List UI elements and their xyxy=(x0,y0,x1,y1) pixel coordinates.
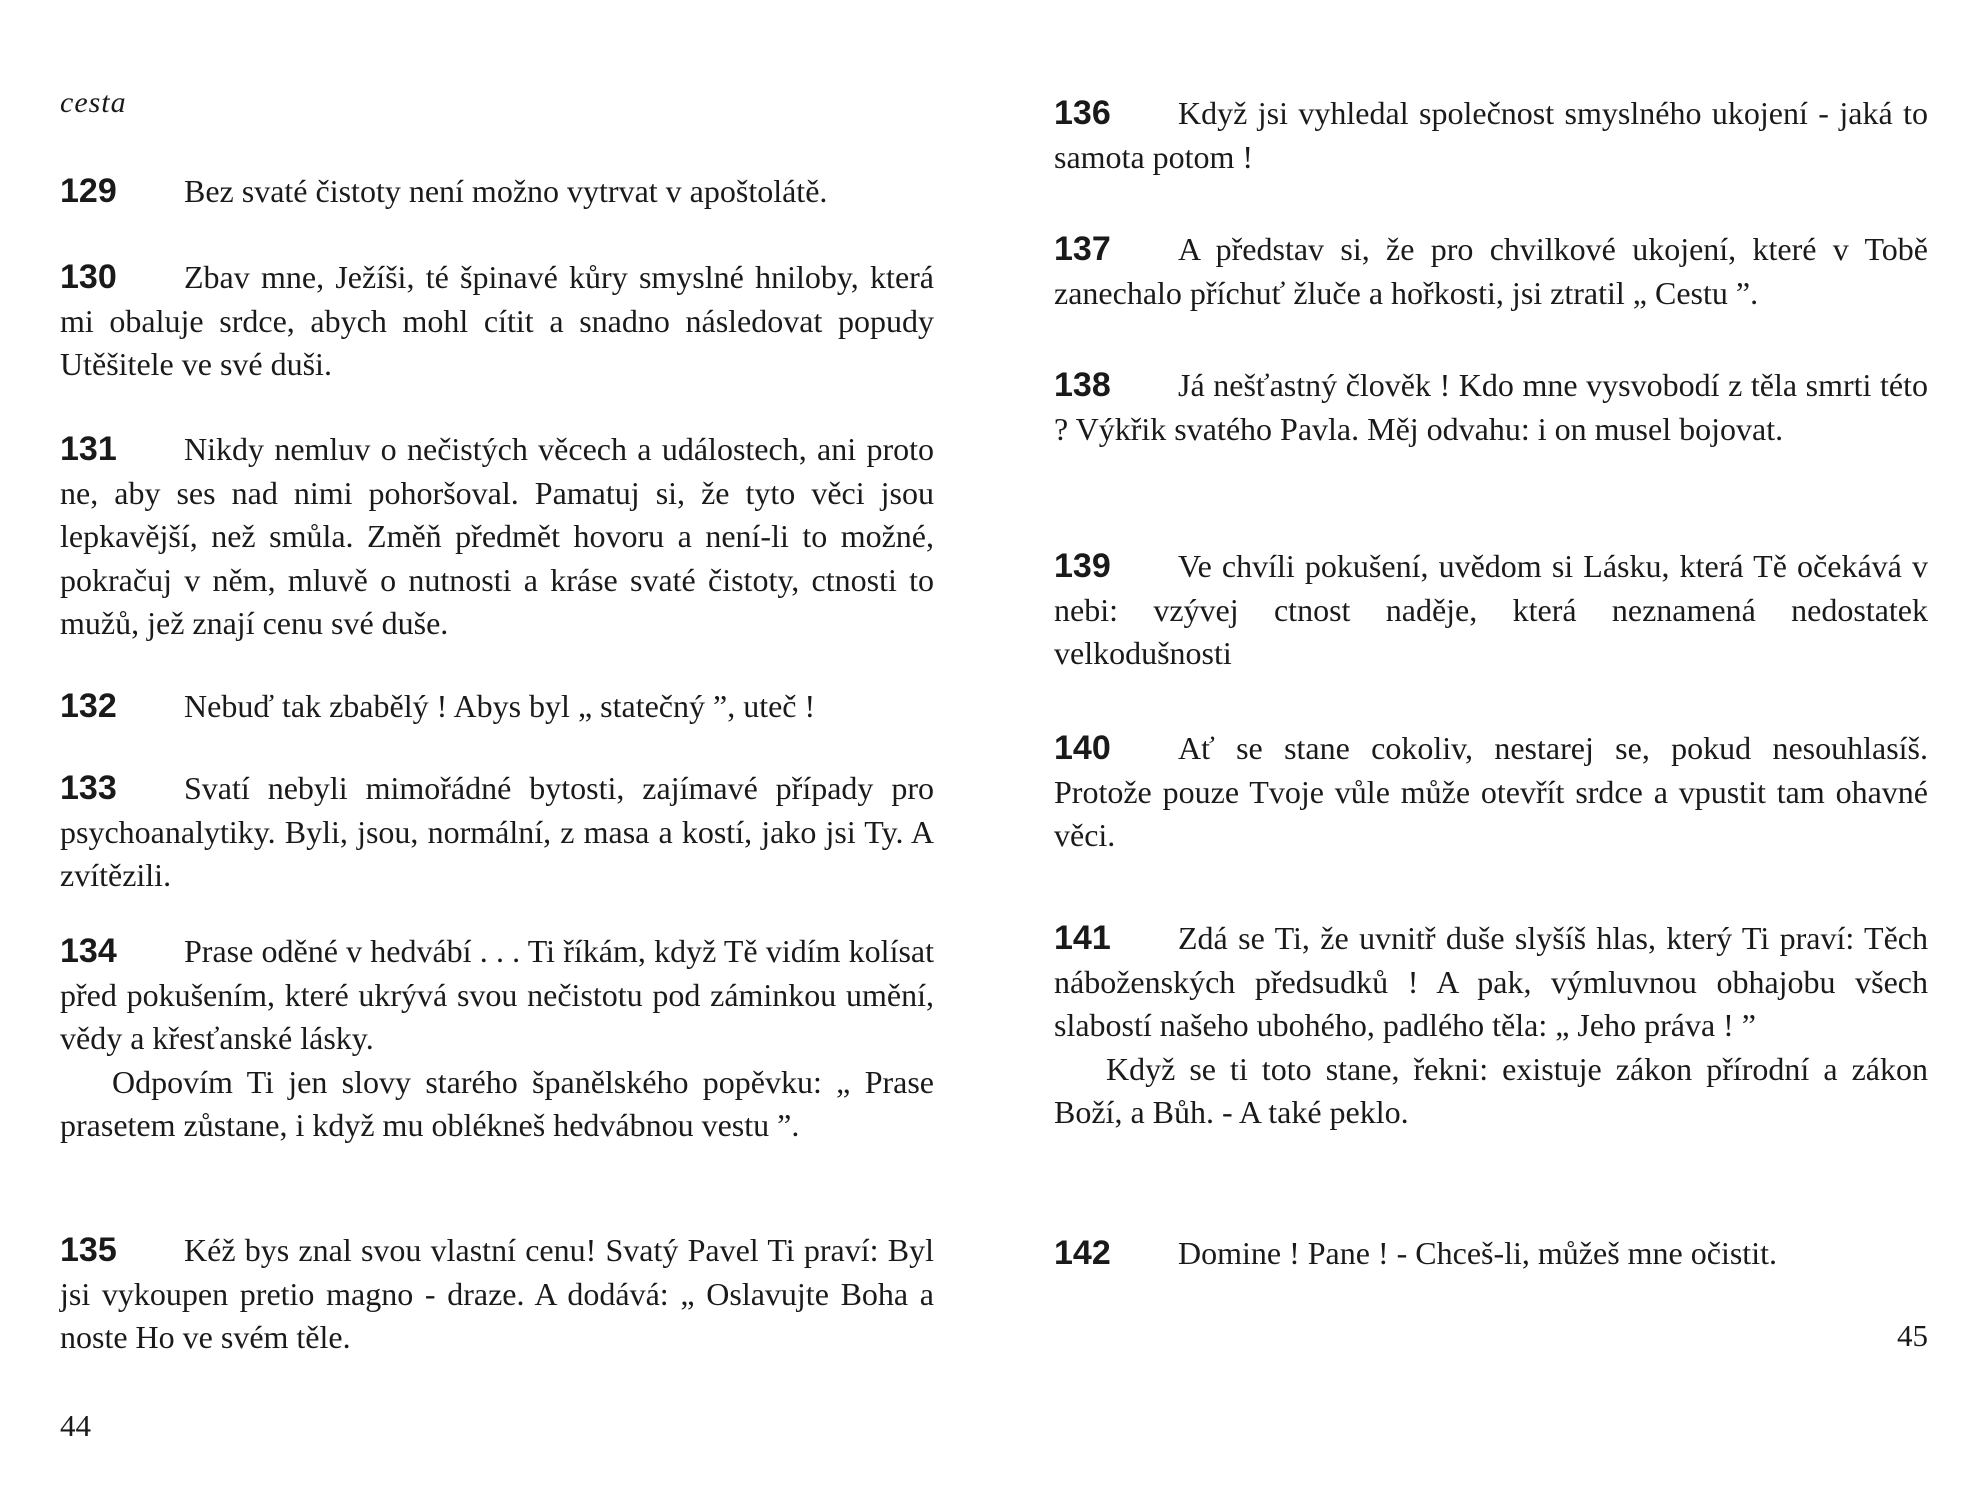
entry-text: Zdá se Ti, že uvnitř duše slyšíš hlas, který Ti praví: Těch náboženských předsudků ! A pak, výmluvnou obhajobu všech slabostí našeho ubohého, padlého těla: „ Jeho práva ! ” xyxy=(1054,920,1928,1043)
entry-text: Ať se stane cokoliv, nestarej se, pokud nesouhlasíš. Protože pouze Tvoje vůle může otevřít srdce a vpustit tam ohavné věci. xyxy=(1054,730,1928,853)
entry-number: 140 xyxy=(1054,729,1111,767)
entry-number: 137 xyxy=(1054,230,1111,268)
entry-number: 129 xyxy=(60,172,117,210)
entry-text: Domine ! Pane ! - Chceš-li, můžeš mne očistit. xyxy=(1178,1235,1777,1271)
entry-137 xyxy=(1054,228,1928,315)
right-page xyxy=(1054,0,1928,1500)
page-number: 44 xyxy=(60,1408,91,1443)
entry-text: Ve chvíli pokušení, uvědom si Lásku, která Tě očekává v nebi: vzývej ctnost naděje, která neznamená nedostatek velkodušnosti xyxy=(1054,548,1928,671)
entry-132 xyxy=(60,685,934,729)
entry-number: 138 xyxy=(1054,366,1111,404)
running-head: cesta xyxy=(60,86,127,119)
entry-131 xyxy=(60,428,934,646)
entry-136 xyxy=(1054,92,1928,179)
entry-text-continuation: Odpovím Ti jen slovy starého španělského popěvku: „ Prase prasetem zůstane, i když mu oblékneš hedvábnou vestu ”. xyxy=(60,1063,934,1143)
entry-number: 130 xyxy=(60,258,117,296)
entry-134 xyxy=(60,930,934,1148)
entry-text: Nebuď tak zbabělý ! Abys byl „ statečný ”, uteč ! xyxy=(184,688,816,724)
entry-text: Když jsi vyhledal společnost smyslného ukojení - jaká to samota potom ! xyxy=(1054,95,1928,175)
left-page xyxy=(60,0,934,1500)
entry-text-continuation: Když se ti toto stane, řekni: existuje zákon přírodní a zákon Boží, a Bůh. - A také peklo. xyxy=(1054,1050,1928,1130)
entry-140 xyxy=(1054,727,1928,858)
entry-text: Prase oděné v hedvábí . . . Ti říkám, když Tě vidím kolísat před pokušením, které ukrývá svou nečistotu pod záminkou umění, vědy a křesťanské lásky. xyxy=(60,933,934,1056)
entry-number: 134 xyxy=(60,932,117,970)
entry-text: Zbav mne, Ježíši, té špinavé kůry smyslné hniloby, která mi obaluje srdce, abych mohl cítit a snadno následovat popudy Utěšitele ve své duši. xyxy=(60,259,934,382)
entry-text: Bez svaté čistoty není možno vytrvat v apoštolátě. xyxy=(184,173,828,209)
entry-number: 132 xyxy=(60,687,117,725)
entry-text: Kéž bys znal svou vlastní cenu! Svatý Pavel Ti praví: Byl jsi vykoupen pretio magno - draze. A dodává: „ Oslavujte Boha a noste Ho ve svém těle. xyxy=(60,1232,934,1355)
entry-142 xyxy=(1054,1232,1928,1276)
entry-141 xyxy=(1054,917,1928,1135)
entry-133 xyxy=(60,767,934,898)
entry-138 xyxy=(1054,364,1928,451)
entry-130 xyxy=(60,256,934,387)
entry-number: 131 xyxy=(60,430,117,468)
entry-number: 133 xyxy=(60,769,117,807)
entry-number: 142 xyxy=(1054,1234,1111,1272)
entry-number: 136 xyxy=(1054,94,1111,132)
entry-number: 141 xyxy=(1054,919,1111,957)
entry-129 xyxy=(60,170,934,214)
entry-139 xyxy=(1054,545,1928,676)
entry-number: 135 xyxy=(60,1231,117,1269)
page-number: 45 xyxy=(1897,1318,1928,1353)
entry-text: Já nešťastný člověk ! Kdo mne vysvobodí z těla smrti této ? Výkřik svatého Pavla. Měj odvahu: i on musel bojovat. xyxy=(1054,367,1928,447)
entry-text: A představ si, že pro chvilkové ukojení, které v Tobě zanechalo příchuť žluče a hořkosti, jsi ztratil „ Cestu ”. xyxy=(1054,231,1928,311)
entry-text: Nikdy nemluv o nečistých věcech a událostech, ani proto ne, aby ses nad nimi pohoršoval. Pamatuj si, že tyto věci jsou lepkavější, než smůla. Změň předmět hovoru a není-li to možné, pokračuj v něm, mluvě o nutnosti a kráse svaté čistoty, ctnosti to mužů, jež znají cenu své duše. xyxy=(60,431,934,641)
entry-number: 139 xyxy=(1054,547,1111,585)
entry-text: Svatí nebyli mimořádné bytosti, zajímavé případy pro psychoanalytiky. Byli, jsou, normální, z masa a kostí, jako jsi Ty. A zvítězili. xyxy=(60,770,934,893)
entry-135 xyxy=(60,1229,934,1360)
